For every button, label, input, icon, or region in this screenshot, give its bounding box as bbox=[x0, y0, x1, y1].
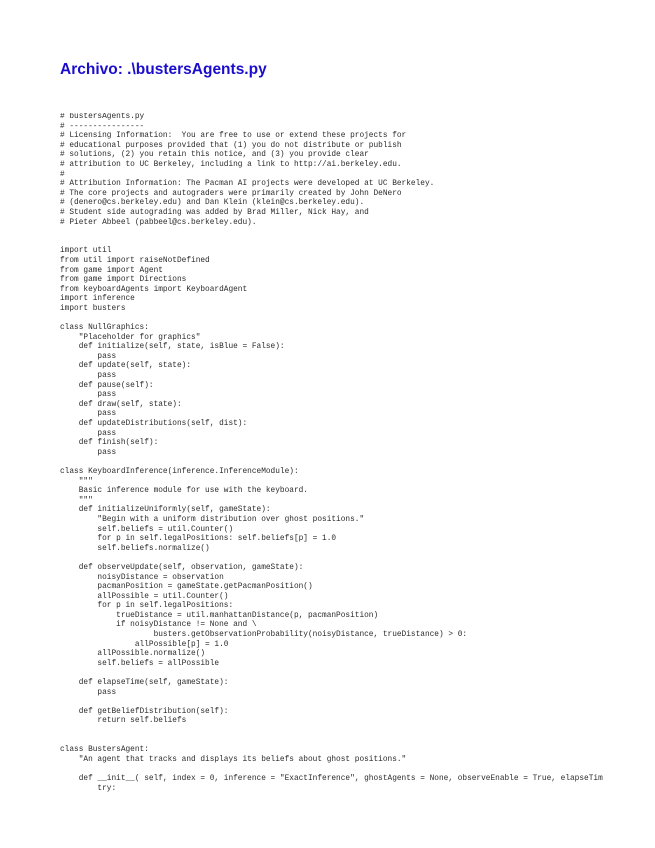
code-line: def initialize(self, state, isBlue = False): bbox=[60, 343, 285, 352]
code-line: def pause(self): bbox=[60, 381, 154, 390]
code-line: # bustersAgents.py bbox=[60, 113, 145, 121]
code-line: return self.beliefs bbox=[60, 717, 187, 726]
code-line: noisyDistance = observation bbox=[60, 573, 224, 582]
code-line bbox=[60, 669, 655, 679]
code-line: "Begin with a uniform distribution over ghost positions." bbox=[60, 515, 365, 524]
code-line: self.beliefs = allPossible bbox=[60, 659, 220, 668]
code-line: pass bbox=[60, 448, 117, 457]
code-line bbox=[60, 554, 655, 564]
code-line: pass bbox=[60, 410, 117, 419]
code-line: for p in self.legalPositions: self.beliefs[p] = 1.0 bbox=[60, 535, 337, 544]
code-line: allPossible[p] = 1.0 bbox=[60, 640, 229, 649]
code-line: class BustersAgent: bbox=[60, 746, 149, 755]
code-line bbox=[60, 314, 655, 324]
code-line: try: bbox=[60, 784, 117, 793]
code-line: Basic inference module for use with the keyboard. bbox=[60, 487, 308, 496]
code-listing bbox=[60, 113, 655, 794]
code-line: # Pieter Abbeel (pabbeel@cs.berkeley.edu). bbox=[60, 218, 257, 227]
code-line: pass bbox=[60, 352, 117, 361]
code-line bbox=[60, 458, 655, 468]
code-line: pacmanPosition = gameState.getPacmanPosition() bbox=[60, 583, 313, 592]
code-line: from game import Agent bbox=[60, 266, 163, 275]
code-line: # attribution to UC Berkeley, including a link to http://ai.berkeley.edu. bbox=[60, 160, 402, 169]
code-line bbox=[60, 228, 655, 238]
code-line bbox=[60, 698, 655, 708]
code-line: "Placeholder for graphics" bbox=[60, 333, 201, 342]
code-line: # (denero@cs.berkeley.edu) and Dan Klein (klein@cs.berkeley.edu). bbox=[60, 199, 365, 208]
code-line bbox=[60, 765, 655, 775]
code-line: self.beliefs = util.Counter() bbox=[60, 525, 234, 534]
code-line: # educational purposes provided that (1) you do not distribute or publish bbox=[60, 141, 402, 150]
code-line: busters.getObservationProbability(noisyDistance, trueDistance) > 0: bbox=[60, 631, 468, 640]
page-title: Archivo: .\bustersAgents.py bbox=[60, 61, 267, 78]
code-line: if noisyDistance != None and \ bbox=[60, 621, 257, 630]
code-line: import busters bbox=[60, 304, 126, 313]
code-line: """ bbox=[60, 496, 93, 505]
code-line: def updateDistributions(self, dist): bbox=[60, 420, 248, 428]
code-line: for p in self.legalPositions: bbox=[60, 602, 234, 611]
code-line: class KeyboardInference(inference.InferenceModule): bbox=[60, 467, 299, 476]
code-line: # Attribution Information: The Pacman AI projects were developed at UC Berkeley. bbox=[60, 180, 435, 189]
code-line: # bbox=[60, 170, 65, 179]
code-line bbox=[60, 727, 655, 737]
code-line: def getBeliefDistribution(self): bbox=[60, 707, 229, 716]
code-line: def observeUpdate(self, observation, gameState): bbox=[60, 563, 304, 572]
code-line: def elapseTime(self, gameState): bbox=[60, 679, 229, 688]
code-line bbox=[60, 737, 655, 747]
code-line: pass bbox=[60, 429, 117, 438]
code-line: import util bbox=[60, 247, 112, 256]
code-line: self.beliefs.normalize() bbox=[60, 544, 210, 553]
code-line: def initializeUniformly(self, gameState): bbox=[60, 506, 271, 515]
code-line: """ bbox=[60, 477, 93, 486]
code-line: # ---------------- bbox=[60, 122, 145, 131]
code-line: class NullGraphics: bbox=[60, 324, 149, 333]
code-line: pass bbox=[60, 391, 117, 400]
code-line: def update(self, state): bbox=[60, 362, 192, 371]
code-line: from util import raiseNotDefined bbox=[60, 256, 210, 265]
code-line: from game import Directions bbox=[60, 276, 187, 285]
code-line: import inference bbox=[60, 295, 135, 304]
code-line: "An agent that tracks and displays its beliefs about ghost positions." bbox=[60, 755, 407, 764]
code-line: # The core projects and autograders were primarily created by John DeNero bbox=[60, 189, 402, 198]
code-line: pass bbox=[60, 372, 117, 381]
code-line: allPossible = util.Counter() bbox=[60, 592, 229, 601]
code-line: from keyboardAgents import KeyboardAgent bbox=[60, 285, 248, 294]
code-line: # Student side autograding was added by Brad Miller, Nick Hay, and bbox=[60, 208, 369, 217]
code-line: # Licensing Information: You are free to use or extend these projects for bbox=[60, 132, 407, 141]
code-line: def draw(self, state): bbox=[60, 400, 182, 409]
code-line: def finish(self): bbox=[60, 439, 159, 448]
code-line: def __init__( self, index = 0, inference = "ExactInference", ghostAgents = None, observeEnable = True, elapseTim bbox=[60, 774, 603, 783]
code-line: trueDistance = util.manhattanDistance(p, pacmanPosition) bbox=[60, 611, 379, 620]
code-line: allPossible.normalize() bbox=[60, 650, 206, 659]
code-line: pass bbox=[60, 688, 117, 697]
code-line: # solutions, (2) you retain this notice, and (3) you provide clear bbox=[60, 151, 369, 160]
code-line bbox=[60, 238, 655, 248]
